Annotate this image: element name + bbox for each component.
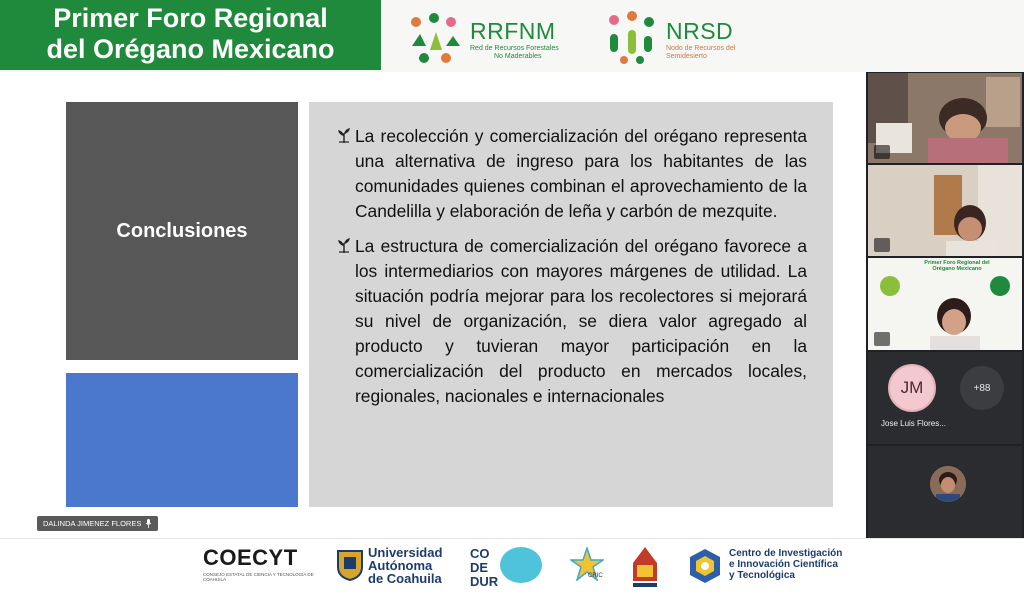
participant-video-tile[interactable] xyxy=(868,73,1022,163)
codedur-logo xyxy=(470,545,550,593)
mic-icon xyxy=(145,519,152,528)
participant-video xyxy=(868,165,1022,256)
nrsd-name: NRSD xyxy=(666,18,734,44)
avatar: JM xyxy=(888,364,936,412)
muted-mic-icon xyxy=(874,238,890,252)
coecyt-subtitle: CONSEJO ESTATAL DE CIENCIA Y TECNOLOGÍA DE COAHUILA xyxy=(203,572,314,582)
nrsd-logo xyxy=(602,10,762,66)
codedur-line2: DE xyxy=(470,560,489,575)
rrfnm-subtitle-line2: No Maderables xyxy=(494,53,542,60)
muted-mic-icon xyxy=(874,145,890,159)
rrfnm-subtitle xyxy=(470,45,559,61)
uadec-line1: Universidad xyxy=(368,545,443,560)
sponsors-footer xyxy=(0,538,1024,597)
tile-caption xyxy=(912,260,1002,272)
codedur-emblem-icon xyxy=(500,547,542,583)
cii-line2: e Innovación Científica xyxy=(729,559,838,570)
bullet-text: La estructura de comercialización del orégano favorece a los intermediarios con mayores márgenes de utilidad. La situación podría mejorar para los recolectores si mejorará su nivel de organización, se diera valor agregado al producto y tuvieran mayor participación en la comercialización del producto en mercados locales, regionales, nacionales e internacionales xyxy=(355,236,807,406)
cii-name xyxy=(729,548,842,581)
bullet-text: La recolección y comercialización del orégano representa una alternativa de ingreso para los habitantes de las comunidades quienes combinan el aprovechamiento de la Candelilla y elaboración de leña y carbón de mezquite. xyxy=(355,126,807,221)
coecyt-logo xyxy=(203,545,315,593)
section-title-panel xyxy=(66,102,298,360)
event-title xyxy=(0,0,381,70)
nrsd-subtitle-line1: Nodo de Recursos del xyxy=(666,45,736,52)
uadec-line2: Autónoma xyxy=(368,558,433,573)
muted-mic-icon xyxy=(874,332,890,346)
event-title-line2: del Orégano Mexicano xyxy=(46,34,335,64)
participant-video-tile[interactable] xyxy=(868,258,1022,350)
codedur-line3: DUR xyxy=(470,574,499,589)
cric-label: CRIC xyxy=(588,573,603,579)
nrsd-subtitle-line2: Semidesierto xyxy=(666,53,707,60)
self-view-tile[interactable] xyxy=(868,446,1022,538)
rrfnm-subtitle-line1: Red de Recursos Forestales xyxy=(470,45,559,52)
tile-caption-line2: Orégano Mexicano xyxy=(932,266,982,272)
participant-thumbnail xyxy=(930,466,966,502)
cactus-icon xyxy=(602,10,662,66)
uadec-name xyxy=(368,546,442,585)
rrfnm-name: RRFNM xyxy=(470,18,556,44)
rrfnm-logo xyxy=(406,10,576,66)
participants-panel xyxy=(866,72,1024,538)
uadec-logo xyxy=(336,545,456,593)
bullet-item xyxy=(337,234,807,409)
hexagon-icon xyxy=(687,548,723,584)
presenter-name: DALINDA JIMENEZ FLORES xyxy=(43,519,142,528)
participant-name: Jose Luis Flores... xyxy=(881,419,946,428)
participant-avatar-tile[interactable] xyxy=(868,352,1022,444)
coecyt-name: COECYT xyxy=(203,545,298,570)
section-title: Conclusiones xyxy=(116,219,248,242)
codedur-name xyxy=(470,547,498,589)
cric-logo xyxy=(570,545,610,593)
header-bar xyxy=(0,0,1024,72)
tile-caption-line1: Primer Foro Regional del xyxy=(924,260,990,266)
cii-line3: y Tecnológica xyxy=(729,570,795,581)
codedur-line1: CO xyxy=(470,546,490,561)
presentation-stage xyxy=(33,80,863,535)
conclusions-text-box xyxy=(309,102,833,507)
cii-line1: Centro de Investigación xyxy=(729,548,843,559)
uadec-line3: de Coahuila xyxy=(368,571,442,586)
sprout-bullet-icon xyxy=(337,127,351,143)
participant-video-tile[interactable] xyxy=(868,165,1022,256)
event-title-line1: Primer Foro Regional xyxy=(53,3,328,33)
municipal-logo xyxy=(627,545,667,593)
participant-video xyxy=(868,73,1022,163)
university-shield-icon xyxy=(336,549,364,581)
cii-logo xyxy=(687,545,847,593)
bullet-item xyxy=(337,124,807,224)
accent-block xyxy=(66,373,298,507)
emblem-icon xyxy=(627,545,663,589)
more-participants-button[interactable]: +88 xyxy=(960,366,1004,410)
plants-icon xyxy=(406,10,466,66)
sprout-bullet-icon xyxy=(337,237,351,253)
nrsd-subtitle xyxy=(666,45,735,61)
presenter-name-tag xyxy=(37,516,158,531)
